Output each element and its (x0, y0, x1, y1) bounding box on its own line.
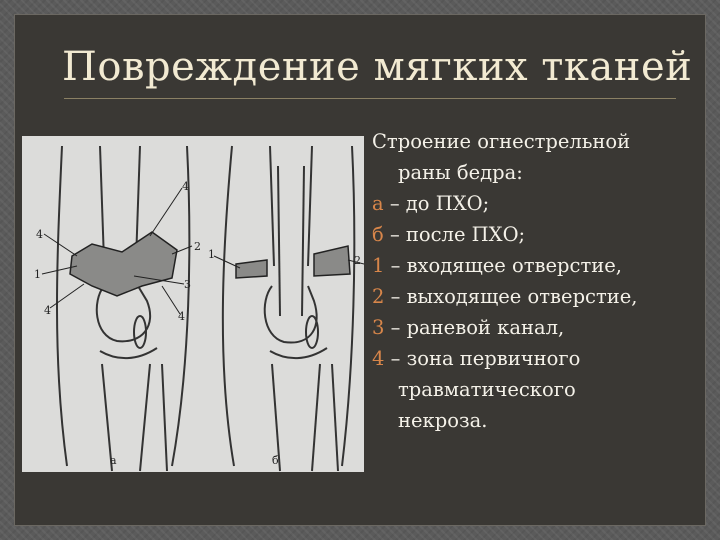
description-text (372, 126, 702, 436)
fig-label-2-b: 2 (354, 254, 361, 267)
legend-key: 2 (372, 285, 385, 308)
slide-title: Повреждение мягких тканей (62, 44, 693, 90)
legend-desc: – после ПХО; (383, 223, 526, 246)
fig-label-1-b: 1 (208, 248, 215, 261)
intro-line-1: Строение огнестрельной (372, 130, 631, 153)
legend-item-2 (372, 281, 702, 312)
fig-label-4-bottom-right: 4 (178, 310, 185, 323)
fig-label-1-a: 1 (34, 268, 41, 281)
knee-diagram-svg (22, 136, 364, 472)
legend-key: 4 (372, 347, 385, 370)
intro-line-2: раны бедра: (398, 161, 523, 184)
title-divider (64, 98, 676, 99)
legend-desc: – зона первичного (384, 347, 581, 370)
legend-item-4-cont-2: некроза. (398, 409, 488, 432)
legend-desc: – до ПХО; (383, 192, 490, 215)
fig-label-4-left: 4 (36, 228, 43, 241)
legend-desc: – выходящее отверстие, (384, 285, 638, 308)
fig-label-3-a: 3 (184, 278, 191, 291)
legend-item-1 (372, 250, 702, 281)
wound-illustration (22, 136, 364, 472)
legend-item-4 (372, 343, 702, 374)
fig-caption-b: б (272, 454, 279, 467)
fig-label-2-a: 2 (194, 240, 201, 253)
legend-key: 1 (372, 254, 385, 277)
legend-desc: – раневой канал, (384, 316, 565, 339)
legend-item-a (372, 188, 702, 219)
wound-entry-b (236, 260, 267, 278)
legend-key: б (372, 223, 384, 246)
legend-item-4-cont-1: травматического (398, 378, 576, 401)
fig-label-4-bottom-left: 4 (44, 304, 51, 317)
legend-desc: – входящее отверстие, (384, 254, 622, 277)
legend-key: 3 (372, 316, 385, 339)
legend-key: а (372, 192, 384, 215)
fig-label-4-top: 4 (182, 180, 189, 193)
fig-caption-a: а (110, 454, 117, 467)
legend-item-b (372, 219, 702, 250)
legend-item-3 (372, 312, 702, 343)
